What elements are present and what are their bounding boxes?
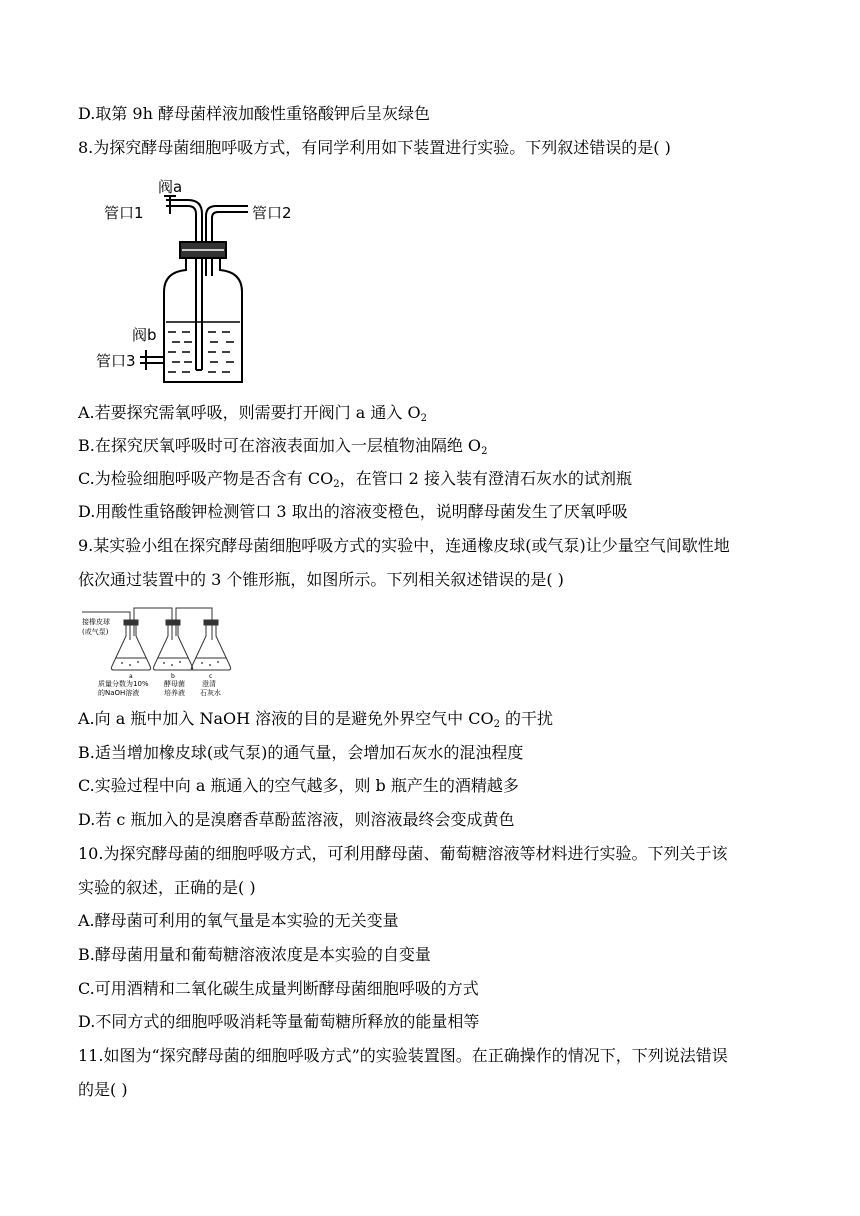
- q10-option-a: A.酵母菌可利用的氧气量是本实验的无关变量: [78, 911, 399, 930]
- flask-b-label-1: 酵母菌: [164, 680, 185, 688]
- port-1-label: 管口1: [104, 204, 144, 222]
- q9-option-b: B.适当增加橡皮球(或气泵)的通气量，会增加石灰水的混浊程度: [78, 743, 524, 762]
- q8-option-d: D.用酸性重铬酸钾检测管口 3 取出的溶液变橙色，说明酵母菌发生了厌氧呼吸: [78, 502, 628, 521]
- q9-stem-line2: 依次通过装置中的 3 个锥形瓶，如图所示。下列相关叙述错误的是( ): [78, 570, 564, 589]
- q10-option-d: D.不同方式的细胞呼吸消耗等量葡萄糖所释放的能量相等: [78, 1012, 480, 1031]
- valve-b-label: 阀b: [132, 326, 157, 344]
- port-3-label: 管口3: [96, 352, 136, 370]
- q10-option-c: C.可用酒精和二氧化碳生成量判断酵母菌细胞呼吸的方式: [78, 979, 479, 998]
- flask-a-letter: a: [129, 673, 133, 680]
- q10-stem-line2: 实验的叙述，正确的是( ): [78, 878, 256, 897]
- pump-label: 接橡皮球: [82, 618, 110, 626]
- q8-stem: 8.为探究酵母菌细胞呼吸方式，有同学利用如下装置进行实验。下列叙述错误的是( ): [78, 138, 671, 157]
- three-flask-svg: [78, 600, 234, 698]
- three-flask-figure: [78, 600, 234, 698]
- pump-label-2: (或气泵): [82, 628, 109, 636]
- port-2-label: 管口2: [252, 204, 292, 222]
- q9-option-d: D.若 c 瓶加入的是溴磨香草酚蓝溶液，则溶液最终会变成黄色: [78, 810, 515, 829]
- q8-option-c: C.为检验细胞呼吸产物是否含有 $CO_2$，在管口 2 接入装有澄清石灰水的试剂瓶: [78, 469, 632, 490]
- bottle-apparatus-svg: [96, 174, 306, 388]
- flask-c-label-1: 澄清: [202, 680, 216, 688]
- flask-b-letter: b: [171, 673, 175, 680]
- q9-stem-line1: 9.某实验小组在探究酵母菌细胞呼吸方式的实验中，连通橡皮球(或气泵)让少量空气间歇性地: [78, 536, 730, 555]
- q8-option-b: B.在探究厌氧呼吸时可在溶液表面加入一层植物油隔绝 $O_2$: [78, 436, 488, 457]
- flask-b-label-2: 培养液: [164, 689, 185, 697]
- q11-stem-line2: 的是( ): [78, 1080, 128, 1099]
- q9-option-c: C.实验过程中向 a 瓶通入的空气越多，则 b 瓶产生的酒精越多: [78, 776, 519, 795]
- bottle-apparatus-figure: [96, 174, 306, 388]
- flask-a-label-2: 的NaOH溶液: [98, 689, 140, 697]
- q10-stem-line1: 10.为探究酵母菌的细胞呼吸方式，可利用酵母菌、葡萄糖溶液等材料进行实验。下列关于该: [78, 844, 728, 863]
- q9-option-a: A.向 a 瓶中加入 NaOH 溶液的目的是避免外界空气中 $CO_2$ 的干扰: [78, 709, 554, 730]
- q7-option-d: D.取第 9h 酵母菌样液加酸性重铬酸钾后呈灰绿色: [78, 104, 431, 123]
- q8-option-a: A.若要探究需氧呼吸，则需要打开阀门 a 通入 $O_2$: [78, 403, 427, 424]
- q10-option-b: B.酵母菌用量和葡萄糖溶液浓度是本实验的自变量: [78, 945, 431, 964]
- flask-c-letter: c: [209, 673, 213, 680]
- valve-a-label: 阀a: [158, 178, 183, 196]
- flask-c-label-2: 石灰水: [200, 689, 221, 697]
- q11-stem-line1: 11.如图为“探究酵母菌的细胞呼吸方式”的实验装置图。在正确操作的情况下，下列说法错误: [78, 1046, 728, 1065]
- flask-a-label-1: 质量分数为10%: [98, 680, 149, 688]
